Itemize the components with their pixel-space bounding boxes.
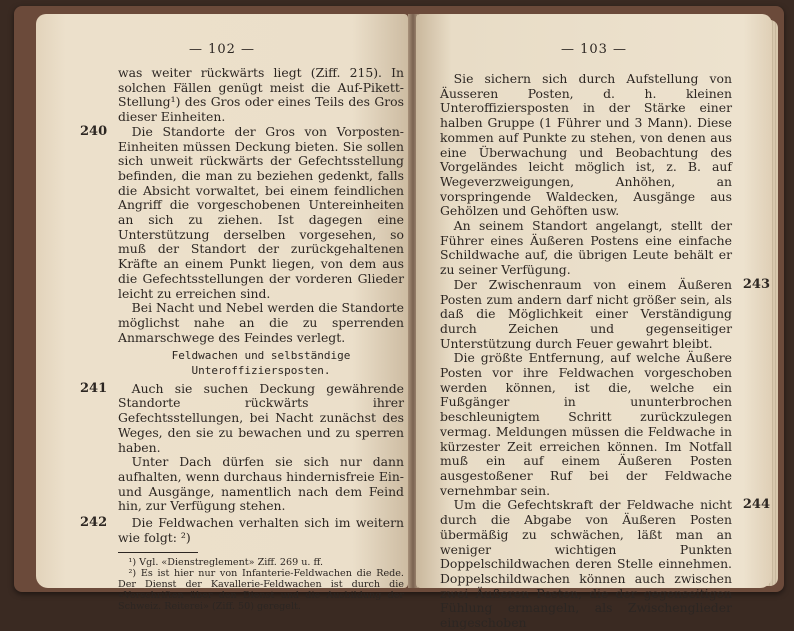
paragraph-244 — [440, 497, 770, 631]
paragraph-text: Sie sichern sich durch Aufstellung von Äusseren Posten, d. h. kleinen Unteroffiziersposten in der Stärke einer halben Gruppe (1 Führer und 3 Mann). Diese kommen auf Punkte zu stehen, von denen aus eine Überwachung und Beobachtung des Vorgeländes leicht möglich ist, z. B. auf Wegeverzweigungen, Anhöhen, an vorspringende Waldecken, Ausgänge aus Gehölzen und Gehöften usw. — [440, 71, 732, 219]
paragraph-text: Die Feldwachen verhalten sich im weitern wie folgt: ²) — [118, 515, 404, 545]
margin-number: 242 — [80, 515, 108, 531]
paragraph-text: Die größte Entfernung, auf welche Äußere Posten vor ihre Feldwachen vorgeschoben werden können, ist die, welche ein Fußgänger in ununterbrochen beschleunigtem Schritt zurückzulegen vermag. Meldungen müssen die Feldwache in kürzester Zeit erreichen können. Im Notfall muß ein auf einem Äußeren Posten ausgestoßener Ruf bei der Feldwache vernehmbar sein. — [440, 350, 732, 498]
paragraph-243 — [440, 276, 770, 499]
paragraph-text: Der Zwischenraum von einem Äußeren Posten zum andern darf nicht größer sein, als daß die Möglichkeit einer Verständigung durch Zeichen und gegenseitiger Unterstützung durch Feuer gewahrt bleibt. — [440, 276, 732, 351]
paragraph-242 — [80, 515, 404, 545]
paragraph-text: An seinem Standort angelangt, stellt der Führer eines Äußeren Postens eine einfache Schildwache auf, die übrigen Leute behält er zu seiner Verfügung. — [440, 218, 732, 278]
section-heading: Feldwachen und selbständige Unteroffiziersposten. — [171, 349, 351, 378]
left-page — [36, 14, 408, 613]
right-page-text — [440, 71, 770, 631]
paragraph-text: Bei Nacht und Nebel werden die Standorte möglichst nahe an die zu sperrenden Anmarschwege des Feindes verlegt. — [118, 300, 404, 345]
page-number-103: — 103 — — [560, 42, 628, 57]
margin-number: 241 — [80, 380, 108, 396]
paragraph-text: Auch sie suchen Deckung gewährende Standorte rückwärts ihrer Gefechtsstellungen, bei Nacht zunächst des Weges, den sie zu bewachen und zu sperren haben. — [118, 380, 404, 455]
paragraph-text: Unter Dach dürfen sie sich nur dann aufhalten, wenn durchaus hindernisfreie Ein- und Ausgänge, namentlich nach dem Feind hin, zur Verfügung stehen. — [118, 454, 404, 514]
continuation-paragraph: was weiter rückwärts liegt (Ziff. 215). In solchen Fällen genügt meist die Auf-Pikett-Stellung¹) des Gros oder eines Teils des Gros dieser Einheiten. — [118, 65, 404, 125]
paragraph-240 — [80, 123, 404, 346]
paragraph-text: Die Standorte der Gros von Vorposten-Einheiten müssen Deckung bieten. Sie sollen sich unweit rückwärts der Gefechtsstellung befinden, die man zu beziehen gedenkt, falls die Absicht vorwaltet, bei einem feindlichen Angriff die vorgeschobenen Untereinheiten an sich zu ziehen. Ist dagegen eine Unterstützung derselben vorgesehen, so muß der Standort der zurückgehaltenen Kräfte an einem Punkt liegen, von dem aus die Gefechtsstellungen der vorderen Glieder leicht zu erreichen sind. — [118, 123, 404, 301]
footnote-1: ¹) Vgl. «Dienstreglement» Ziff. 269 u. ff. — [128, 556, 324, 568]
margin-number: 243 — [742, 276, 770, 292]
page-number-102: — 102 — — [188, 42, 256, 57]
paragraph-text: Um die Gefechtskraft der Feldwache nicht durch die Abgabe von Äußeren Posten übermäßig zu schwächen, läßt man an weniger wichtigen Punkten Doppelschildwachen deren Stelle einnehmen. Doppelschildwachen können auch zwischen zwei Äußeren Posten, die der gegenseitigen Fühlung ermangeln, als Zwischenglieder eingeschoben — [440, 497, 732, 631]
footnote-2: ²) Es ist hier nur von Infanterie-Feldwachen die Rede. Der Dienst der Kavallerie-Feldwachen ist durch die «Vorschriften über den Dienst und die Ausbildung der Schweiz. Reiterei» (Ziff. 50) geregelt. — [118, 567, 404, 613]
paragraph-241 — [80, 380, 404, 514]
open-book — [14, 6, 784, 631]
margin-number: 240 — [80, 123, 108, 139]
right-page — [416, 14, 772, 631]
left-page-text — [80, 65, 404, 613]
margin-number: 244 — [742, 497, 770, 513]
footnote-rule — [118, 552, 198, 553]
